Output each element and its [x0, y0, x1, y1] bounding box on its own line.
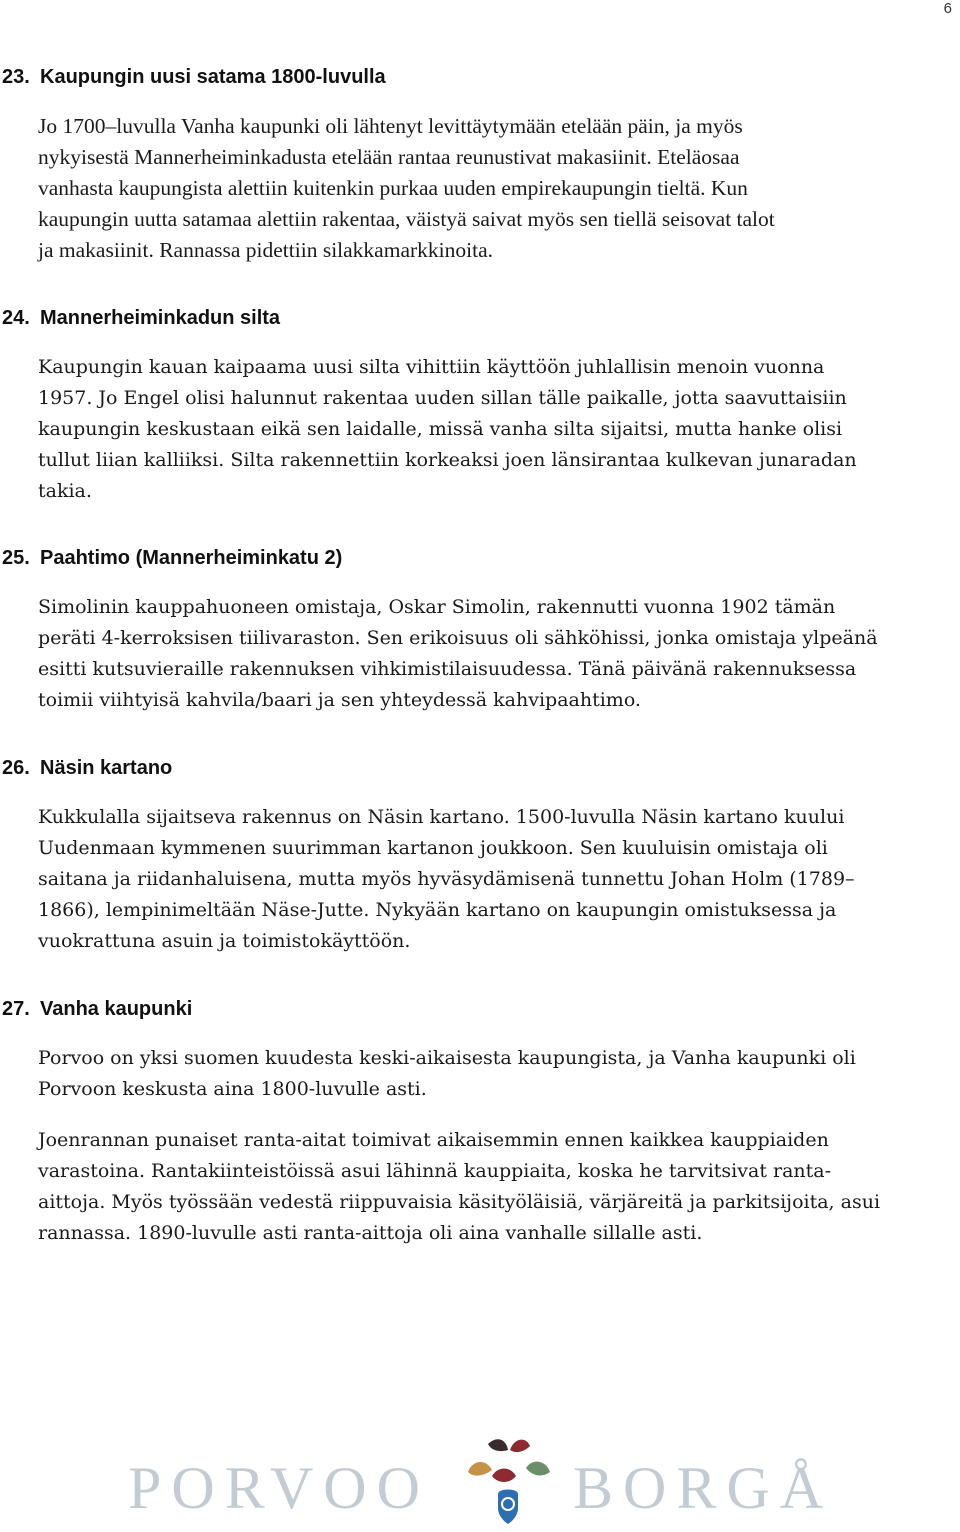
section-number: 26. — [2, 757, 30, 779]
text-line: Kukkulalla sijaitseva rakennus on Näsin kartano. 1500-luvulla Näsin kartano kuului — [38, 806, 845, 828]
text-line: peräti 4-kerroksisen tiilivaraston. Sen erikoisuus oli sähköhissi, jonka omistaja ylpeänä — [38, 627, 878, 649]
text-line: aittoja. Myös työssään vedestä riippuvaisia käsityöläisiä, värjäreitä ja parkitsijoita, asui — [38, 1191, 881, 1213]
section-paragraph — [38, 1043, 953, 1105]
section-heading — [0, 753, 960, 783]
text-line: Joenrannan punaiset ranta-aitat toimivat aikaisemmin ennen kaikkea kauppiaiden — [38, 1129, 829, 1151]
text-line: Porvoo on yksi suomen kuudesta keski-aikaisesta kaupungista, ja Vanha kaupunki oli — [38, 1047, 856, 1069]
section-paragraph — [38, 111, 953, 266]
section-25 — [0, 543, 960, 711]
text-line: vuokrattuna asuin ja toimistokäyttöön. — [38, 930, 411, 952]
text-line: 1957. Jo Engel olisi halunnut rakentaa uuden sillan tälle paikalle, jotta saavuttaisiin — [38, 387, 847, 409]
section-number: 27. — [2, 998, 30, 1020]
text-line: vanhasta kaupungista alettiin kuitenkin purkaa uuden empirekaupungin tieltä. Kun — [38, 176, 748, 200]
section-heading — [0, 543, 960, 573]
section-paragraph — [38, 1125, 953, 1249]
text-line: esitti kutsuvieraille rakennuksen vihkimistilaisuudessa. Tänä päivänä rakennuksessa — [38, 658, 857, 680]
section-heading — [0, 994, 960, 1024]
text-line: Porvoon keskusta aina 1800-luvulle asti. — [38, 1078, 427, 1100]
text-line: saitana ja riidanhaluisena, mutta myös hyväsydämisenä tunnettu Johan Holm (1789– — [38, 868, 855, 890]
section-title: Vanha kaupunki — [40, 998, 193, 1020]
section-paragraph — [38, 352, 953, 507]
section-title: Näsin kartano — [40, 757, 173, 779]
section-title: Kaupungin uusi satama 1800-luvulla — [40, 66, 386, 88]
section-paragraph — [38, 802, 953, 957]
text-line: nykyisestä Mannerheiminkadusta etelään rantaa reunustivat makasiinit. Eteläosaa — [38, 145, 740, 169]
section-24 — [0, 303, 960, 502]
text-line: kaupungin keskustaan eikä sen laidalle, missä vanha silta sijaitsi, mutta hanke olisi — [38, 418, 843, 440]
section-27 — [0, 994, 960, 1244]
section-26 — [0, 753, 960, 952]
text-line: Kaupungin kauan kaipaama uusi silta vihittiin käyttöön juhlallisin menoin vuonna — [38, 356, 825, 378]
text-line: ja makasiinit. Rannassa pidettiin silakkamarkkinoita. — [38, 238, 493, 262]
section-number: 24. — [2, 307, 30, 329]
text-line: varastoina. Rantakiinteistöissä asui lähinnä kauppiaita, koska he tarvitsivat ranta- — [38, 1160, 832, 1182]
text-line: Simolinin kauppahuoneen omistaja, Oskar Simolin, rakennutti vuonna 1902 tämän — [38, 596, 836, 618]
text-line: Jo 1700–luvulla Vanha kaupunki oli lähtenyt levittäytymään etelään päin, ja myös — [38, 114, 743, 138]
text-line: Uudenmaan kymmenen suurimman kartanon joukkoon. Sen kuuluisin omistaja oli — [38, 837, 828, 859]
page-number: 6 — [943, 0, 952, 17]
porvoo-borga-logo — [128, 1432, 834, 1532]
text-line: toimii viihtyisä kahvila/baari ja sen yhteydessä kahvipaahtimo. — [38, 689, 641, 711]
section-heading — [0, 303, 960, 333]
text-line: kaupungin uutta satamaa alettiin rakentaa, väistyä saivat myös sen tiellä seisovat talot — [38, 207, 775, 231]
section-23 — [0, 62, 960, 262]
text-line: takia. — [38, 480, 92, 502]
logo-word-porvoo: PORVOO — [128, 1455, 430, 1521]
text-line: 1866), lempinimeltään Näse-Jutte. Nykyään kartano on kaupungin omistuksessa ja — [38, 899, 837, 921]
text-line: rannassa. 1890-luvulle asti ranta-aittoja oli aina vanhalle sillalle asti. — [38, 1222, 703, 1244]
text-line: tullut liian kalliiksi. Silta rakennettiin korkeaksi joen länsirantaa kulkevan junaradan — [38, 449, 857, 471]
logo-word-borga: BORGÅ — [573, 1455, 834, 1521]
section-heading — [0, 62, 960, 92]
section-title: Mannerheiminkadun silta — [40, 307, 281, 329]
section-paragraph — [38, 592, 953, 716]
section-number: 25. — [2, 547, 30, 569]
logo-emblem-icon — [458, 1432, 558, 1532]
section-title: Paahtimo (Mannerheiminkatu 2) — [40, 547, 343, 569]
section-number: 23. — [2, 66, 30, 88]
